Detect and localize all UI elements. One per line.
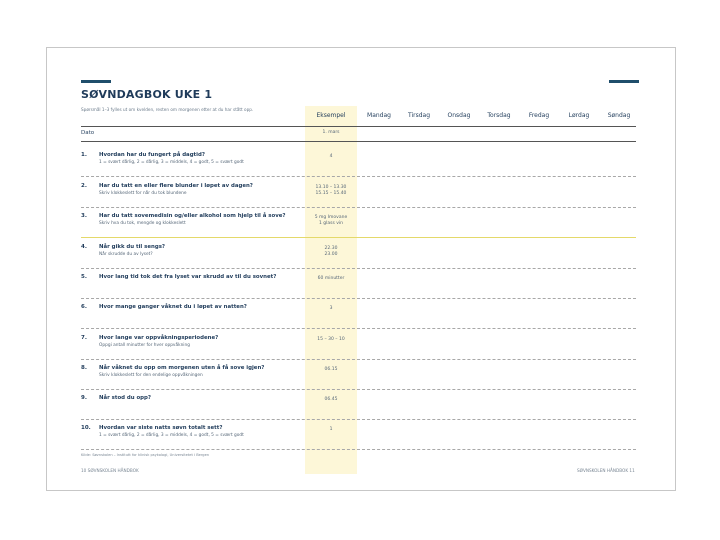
example-answer: 15 – 30 – 10 [317, 337, 345, 342]
row-divider [81, 389, 636, 390]
row-divider [81, 419, 636, 420]
example-answer: 60 minutter [317, 276, 345, 281]
column-header-example: Eksempel [316, 112, 346, 119]
date-example: 1. mars [322, 130, 340, 135]
example-answer: 3 [329, 306, 333, 311]
date-divider [81, 141, 636, 142]
question-text: Når stod du opp? [99, 395, 152, 401]
question-number: 3. [81, 213, 87, 219]
footer-right: SØVNSKOLEN HÅNDBOK 11 [577, 468, 635, 473]
page-title: SØVNDAGBOK UKE 1 [81, 88, 213, 101]
question-text: Når gikk du til sengs? [99, 244, 166, 250]
question-text: Har du tatt sovemedisin og/eller alkohol som hjelp til å sove? [99, 213, 286, 219]
question-text: Hvordan var siste natts søvn totalt sett? [99, 425, 223, 431]
column-header-row [47, 106, 675, 126]
column-header-thursday: Torsdag [487, 112, 511, 119]
row-divider [81, 237, 636, 238]
row-divider [81, 359, 636, 360]
row-divider [81, 268, 636, 269]
header-divider [81, 126, 636, 127]
column-header-tuesday: Tirsdag [407, 112, 431, 119]
column-header-monday: Mandag [367, 112, 391, 119]
intro-text: Spørsmål 1–3 fylles ut om kvelden, resten om morgenen etter at du har stått opp. [81, 107, 254, 112]
example-answer: 06.45 [324, 397, 338, 402]
date-label: Dato [81, 130, 95, 136]
question-text: Hvor mange ganger våknet du i løpet av natten? [99, 304, 247, 310]
footnote: Kilde: Søvnskolen – Institutt for klinisk psykologi, Universitetet i Bergen [81, 453, 210, 457]
table-bottom-divider [81, 449, 636, 450]
example-answer: 06.15 [324, 367, 338, 372]
question-subtext: Oppgi antall minutter for hver oppvåkning [99, 343, 190, 348]
question-number: 7. [81, 335, 87, 341]
example-answer: 13.10 – 13.30 15.15 – 15.40 [315, 185, 347, 196]
question-text: Når våknet du opp om morgenen uten å få sove igjen? [99, 365, 265, 371]
footer-left: 10 SØVNSKOLEN HÅNDBOK [81, 468, 139, 473]
date-row [81, 128, 636, 140]
column-header-wednesday: Onsdag [447, 112, 471, 119]
question-number: 9. [81, 395, 87, 401]
accent-bar-left [81, 80, 111, 83]
question-number: 8. [81, 365, 87, 371]
question-number: 10. [81, 425, 91, 431]
example-answer: 4 [329, 154, 333, 159]
question-text: Har du tatt en eller flere blunder i løpet av dagen? [99, 183, 253, 189]
question-subtext: Skriv hva du tok, mengde og klokkeslett [99, 221, 186, 226]
column-header-saturday: Lørdag [568, 112, 590, 119]
row-divider [81, 176, 636, 177]
question-text: Hvor lange var oppvåkningsperiodene? [99, 335, 219, 341]
question-subtext: 1 = svært dårlig, 2 = dårlig, 3 = middels, 4 = godt, 5 = svært godt [99, 160, 244, 165]
accent-bar-right [609, 80, 639, 83]
question-subtext: Skriv klokkeslett for når du tok blundene [99, 191, 187, 196]
row-divider [81, 328, 636, 329]
question-subtext: 1 = svært dårlig, 2 = dårlig, 3 = middels, 4 = godt, 5 = svært godt [99, 433, 244, 438]
example-answer: 22.30 23.00 [324, 246, 338, 257]
question-number: 4. [81, 244, 87, 250]
example-answer: 1 [329, 427, 333, 432]
question-number: 6. [81, 304, 87, 310]
question-text: Hvor lang tid tok det fra lyset var skrudd av til du sovnet? [99, 274, 277, 280]
row-divider [81, 298, 636, 299]
question-number: 2. [81, 183, 87, 189]
question-subtext: Skriv klokkeslett for den endelige oppvåkningen [99, 373, 203, 378]
question-text: Hvordan har du fungert på dagtid? [99, 152, 205, 158]
example-answer: 5 mg Imovane 1 glass vin [314, 215, 348, 226]
question-number: 5. [81, 274, 87, 280]
row-divider [81, 207, 636, 208]
column-header-friday: Fredag [528, 112, 550, 119]
page-frame [46, 47, 676, 491]
question-subtext: Når skrudde du av lyset? [99, 252, 153, 257]
question-number: 1. [81, 152, 87, 158]
column-header-sunday: Søndag [607, 112, 631, 119]
